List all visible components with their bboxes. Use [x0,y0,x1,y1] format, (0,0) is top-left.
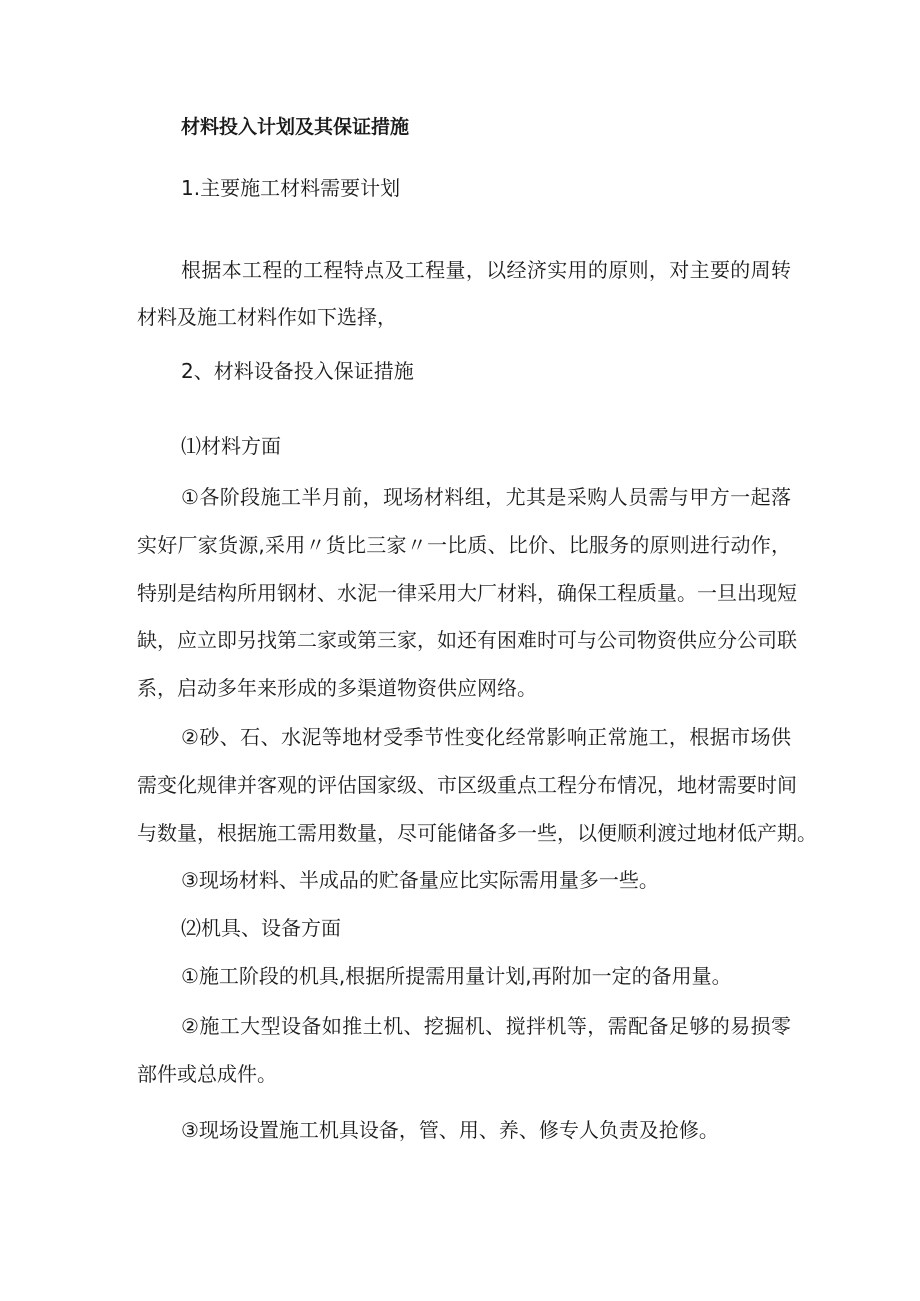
subsection-equipment-heading: ⑵机具、设备方面 [181,916,341,940]
equipment-item-2-line: 部件或总成件。 [137,1062,277,1086]
materials-item-2-line: 需变化规律并客观的评估国家级、市区级重点工程分布情况，地材需要时间 [137,773,797,797]
section-1-paragraph-line: 根据本工程的工程特点及工程量，以经济实用的原则，对主要的周转 [181,258,791,282]
section-1-heading: 1.主要施工材料需要计划 [181,176,401,200]
document-title: 材料投入计划及其保证措施 [181,116,410,138]
materials-item-1-line: 缺，应立即另找第二家或第三家，如还有困难时可与公司物资供应分公司联 [137,628,797,652]
materials-item-3: ③现场材料、半成品的贮备量应比实际需用量多一些。 [181,868,659,892]
equipment-item-3: ③现场设置施工机具设备，管、用、养、修专人负责及抢修。 [181,1118,719,1142]
materials-item-2-line: ②砂、石、水泥等地材受季节性变化经常影响正常施工，根据市场供 [181,725,791,749]
section-1-paragraph-line: 材料及施工材料作如下选择， [137,305,397,329]
section-2-heading: 2、材料设备投入保证措施 [181,359,414,383]
subsection-materials-heading: ⑴材料方面 [181,434,281,458]
materials-item-1-line: 特别是结构所用钢材、水泥一律采用大厂材料，确保工程质量。一旦出现短 [137,581,797,605]
materials-item-1-line: 实好厂家货源,采用〃货比三家〃一比质、比价、比服务的原则进行动作， [137,533,791,557]
equipment-item-1: ①施工阶段的机具,根据所提需用量计划,再附加一定的备用量。 [181,964,732,988]
materials-item-1-line: ①各阶段施工半月前，现场材料组，尤其是采购人员需与甲方一起落 [181,485,791,509]
materials-item-1-line: 系，启动多年来形成的多渠道物资供应网络。 [137,676,537,700]
materials-item-2-line: 与数量，根据施工需用数量，尽可能储备多一些，以便顺利渡过地材低产期。 [137,821,817,845]
equipment-item-2-line: ②施工大型设备如推土机、挖掘机、搅拌机等，需配备足够的易损零 [181,1014,791,1038]
